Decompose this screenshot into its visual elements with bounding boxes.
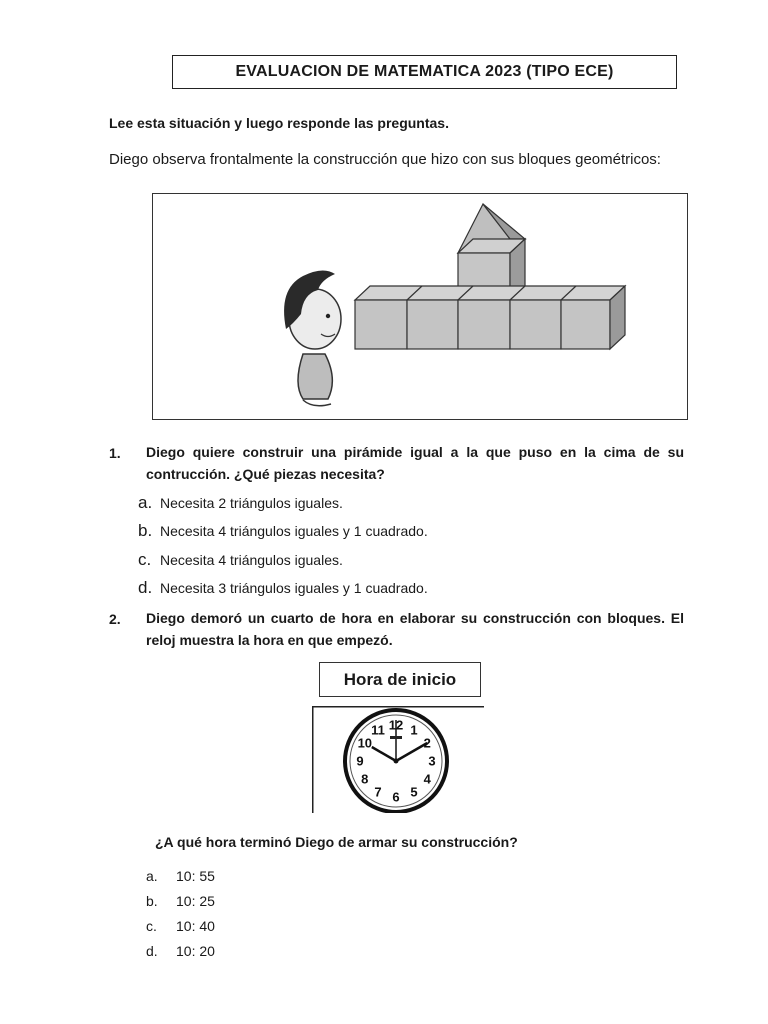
start-time-label: Hora de inicio: [319, 662, 481, 697]
situation-text: Diego observa frontalmente la construcción que hizo con sus bloques geométricos:: [109, 151, 661, 168]
clock-number: 7: [374, 784, 382, 800]
question-2-text: Diego demoró un cuarto de hora en elaborar su construcción con bloques. El reloj muestra la hora en que empezó.: [146, 610, 684, 648]
option-letter: b.: [146, 893, 158, 909]
question-2-subquestion: ¿A qué hora terminó Diego de armar su construcción?: [155, 834, 518, 850]
option-text: Necesita 4 triángulos iguales.: [160, 552, 343, 568]
option-text: Necesita 4 triángulos iguales y 1 cuadrado.: [160, 523, 428, 539]
question-2-option-b[interactable]: [146, 893, 215, 909]
question-1-option-c[interactable]: [138, 550, 343, 570]
clock-number: 11: [371, 722, 385, 738]
clock-number: 1: [410, 722, 418, 738]
child-illustration: [284, 270, 341, 405]
clock-number: 6: [392, 789, 400, 805]
option-letter: c.: [146, 918, 157, 934]
clock-frame: [312, 706, 484, 813]
question-2-option-d[interactable]: [146, 943, 215, 959]
clock-logo: [390, 736, 402, 739]
clock-number: 5: [410, 784, 418, 800]
option-letter: c.: [138, 550, 152, 569]
option-letter: a.: [138, 493, 153, 512]
clock-icon: [312, 706, 484, 813]
question-1-number: 1.: [109, 445, 121, 461]
clock-number: 9: [356, 753, 364, 769]
option-letter: d.: [138, 578, 153, 597]
option-letter: b.: [138, 521, 153, 540]
bottom-row-cubes: [355, 286, 625, 349]
option-text: 10: 55: [176, 868, 215, 884]
clock-number: 4: [423, 771, 431, 787]
question-1-option-d[interactable]: [138, 578, 428, 598]
option-letter: a.: [146, 868, 158, 884]
option-letter: d.: [146, 943, 158, 959]
clock-number: 10: [357, 735, 373, 751]
clock-number: 2: [423, 735, 431, 751]
question-1-text: Diego quiere construir una pirámide igual a la que puso en la cima de su contrucción. ¿Qué piezas necesita?: [146, 444, 684, 482]
option-text: Necesita 2 triángulos iguales.: [160, 495, 343, 511]
exam-title: EVALUACION DE MATEMATICA 2023 (TIPO ECE): [172, 55, 677, 89]
option-text: Necesita 3 triángulos iguales y 1 cuadrado.: [160, 580, 428, 596]
blocks-illustration: [153, 194, 689, 421]
option-text: 10: 25: [176, 893, 215, 909]
construction-figure: [152, 193, 688, 420]
question-1-option-b[interactable]: [138, 521, 428, 541]
question-2-option-c[interactable]: [146, 918, 215, 934]
question-1-option-a[interactable]: [138, 493, 343, 513]
instructions: Lee esta situación y luego responde las preguntas.: [109, 115, 449, 131]
option-text: 10: 20: [176, 943, 215, 959]
clock-number: 12: [388, 717, 404, 733]
clock-number: 3: [428, 753, 436, 769]
question-2-option-a[interactable]: [146, 868, 215, 884]
clock-number: 8: [361, 771, 369, 787]
question-2-number: 2.: [109, 611, 121, 627]
option-text: 10: 40: [176, 918, 215, 934]
